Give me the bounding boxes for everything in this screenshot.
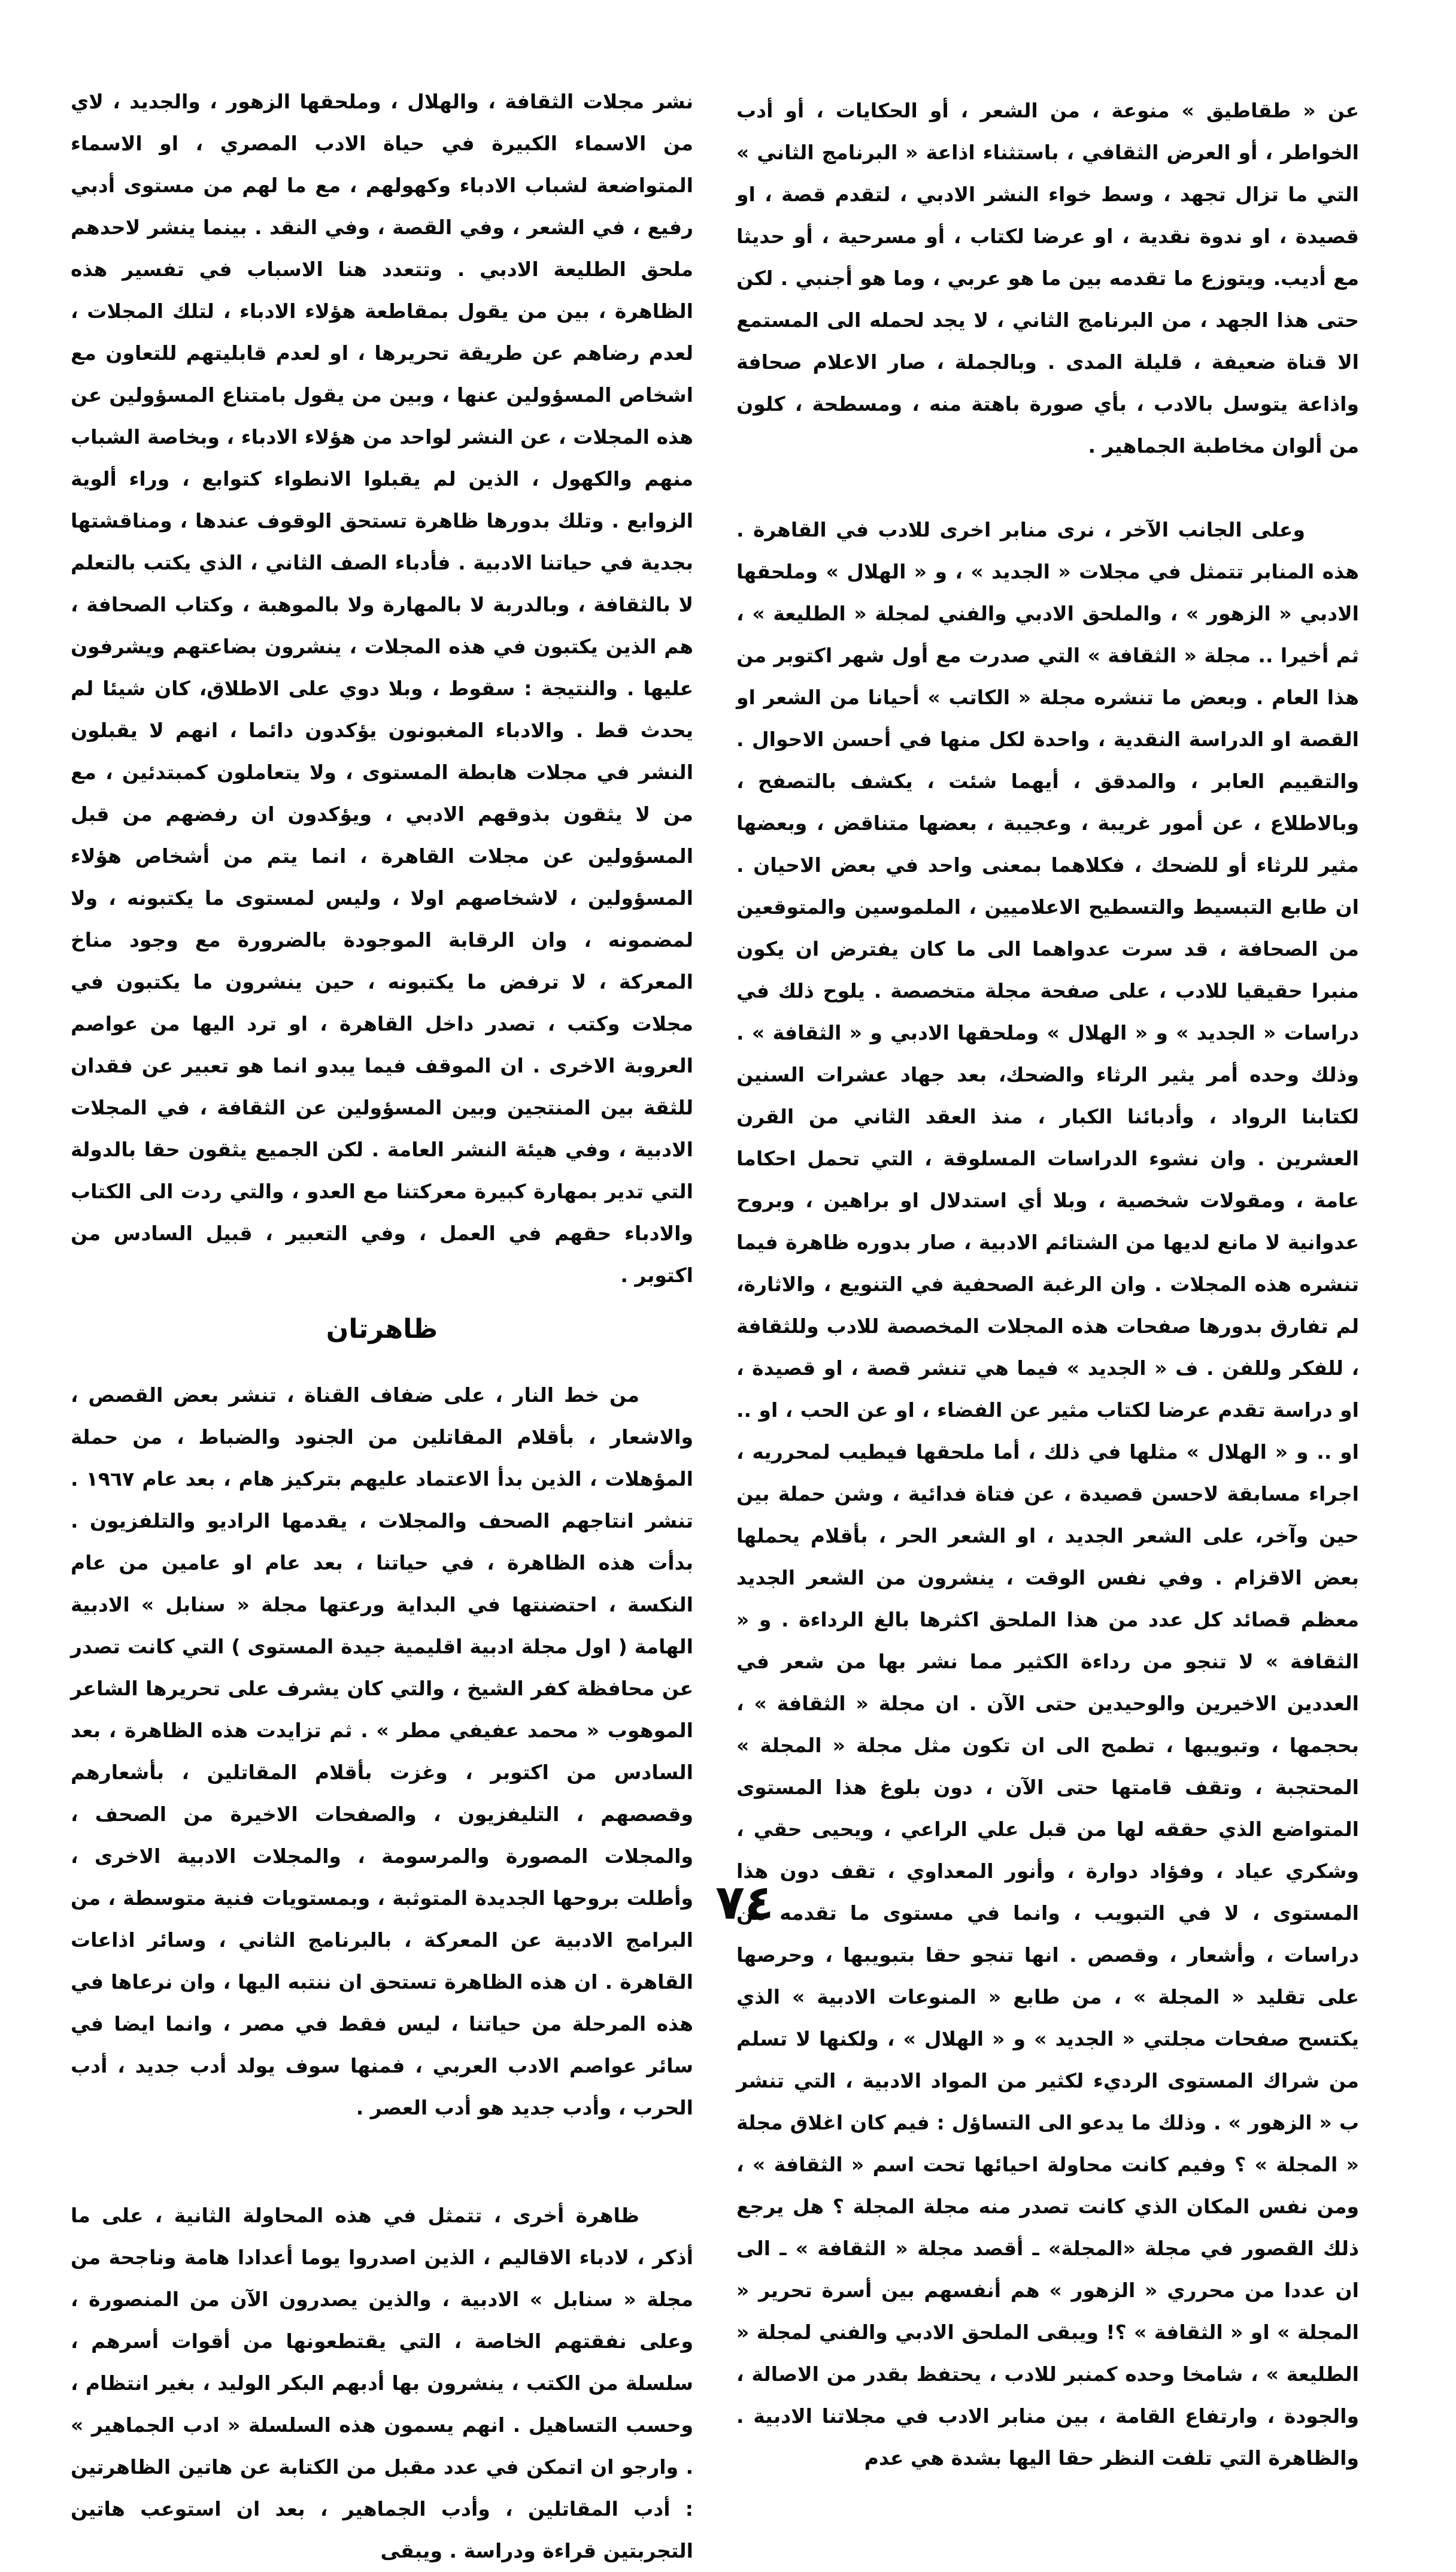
- left-column: [71, 81, 693, 2572]
- paragraph-spacer: [736, 467, 1359, 509]
- page-number: ٧٤: [715, 1874, 774, 1930]
- paragraph: ظاهرة أخرى ، تتمثل في هذه المحاولة الثانية ، على ما أذكر ، لادباء الاقاليم ، الذين اصدروا يوما أعدادا هامة وناجحة من مجلة « سنابل » الادبية ، والذين يصدرون الآن من المنصورة ، وعلى نفقتهم الخاصة ، التي يقتطعونها من أقوات أسرهم ، سلسلة من الكتب ، ينشرون بها أدبهم البكر الوليد ، بغير انتظام ، وحسب التساهيل . انهم يسمون هذه السلسلة « ادب الجماهير » . وارجو ان اتمكن في عدد مقبل من الكتابة عن هاتين الظاهرتين : أدب المقاتلين ، وأدب الجماهير ، بعد ان استوعب هاتين التجربتين قراءة ودراسة . ويبقى: [71, 2204, 693, 2562]
- paragraph: نشر مجلات الثقافة ، والهلال ، وملحقها الزهور ، والجديد ، لاي من الاسماء الكبيرة في حياة الادب المصري ، او الاسماء المتواضعة لشباب الادباء وكهولهم ، مع ما لهم من مستوى أدبي رفيع ، في الشعر ، وفي القصة ، وفي النقد . بينما ينشر لاحدهم ملحق الطليعة الادبي . وتتعدد هنا الاسباب في تفسير هذه الظاهرة ، بين من يقول بمقاطعة هؤلاء الادباء ، لتلك المجلات ، لعدم رضاهم عن طريقة تحريرها ، او لعدم قابليتهم للتعاون مع اشخاص المسؤولين عنها ، وبين من يقول بامتناع المسؤولين عن هذه المجلات ، عن النشر لواحد من هؤلاء الادباء ، وبخاصة الشباب منهم والكهول ، الذين لم يقبلوا الانطواء كتوابع ، وراء ألوية الزوابع . وتلك بدورها ظاهرة تستحق الوقوف عندها ، ومناقشتها بجدية في حياتنا الادبية . فأدباء الصف الثاني ، الذي يكتب بالتعلم لا بالثقافة ، وبالدربة لا بالمهارة ولا بالموهبة ، وكتاب الصحافة ، هم الذين يكتبون في هذه المجلات ، ينشرون بضاعتهم ويشرفون عليها . والنتيجة : سقوط ، وبلا دوي على الاطلاق، كان شيئا لم يحدث قط . والادباء المغبونون يؤكدون دائما ، انهم لا يقبلون النشر في مجلات هابطة المستوى ، ولا يتعاملون كمبتدئين ، مع من لا يثقون بذوقهم الادبي ، ويؤكدون ان رفضهم من قبل المسؤولين عن مجلات القاهرة ، انما يتم من أشخاص هؤلاء المسؤولين ، لاشخاصهم اولا ، وليس لمستوى ما يكتبونه ، ولا لمضمونه ، وان الرقابة الموجودة بالضرورة مع وجود مناخ المعركة ، لا ترفض ما يكتبونه ، حين ينشرون ما يكتبون في مجلات وكتب ، تصدر داخل القاهرة ، او ترد اليها من عواصم العروبة الاخرى . ان الموقف فيما يبدو انما هو تعبير عن فقدان للثقة بين المنتجين وبين المسؤولين عن الثقافة ، في المجلات الادبية ، وفي هيئة النشر العامة . لكن الجميع يثقون حقا بالدولة التي تدير بمهارة كبيرة معركتنا مع العدو ، والتي ردت الى الكتاب والادباء حقهم في العمل ، وفي التعبير ، قبيل السادس من اكتوبر .: [71, 90, 693, 1287]
- paragraph: وعلى الجانب الآخر ، نرى منابر اخرى للادب في القاهرة . هذه المنابر تتمثل في مجلات « الجديد » ، و « الهلال » وملحقها الادبي « الزهور » ، والملحق الادبي والفني لمجلة « الطليعة » ، ثم أخيرا .. مجلة « الثقافة » التي صدرت مع أول شهر اكتوبر من هذا العام . وبعض ما تنشره مجلة « الكاتب » أحيانا من الشعر او القصة او الدراسة النقدية ، واحدة لكل منها في أحسن الاحوال . والتقييم العابر ، والمدقق ، أيهما شئت ، يكشف بالتصفح ، وبالاطلاع ، عن أمور غريبة ، وعجيبة ، بعضها متناقض ، وبعضها مثير للرثاء أو للضحك ، فكلاهما بمعنى واحد في بعض الاحيان . ان طابع التبسيط والتسطيح الاعلاميين ، الملموسين والمتوقعين من الصحافة ، قد سرت عدواهما الى ما كان يفترض ان يكون منبرا حقيقيا للادب ، على صفحة مجلة متخصصة . يلوح ذلك في دراسات « الجديد » و « الهلال » وملحقها الادبي و « الثقافة » . وذلك وحده أمر يثير الرثاء والضحك، بعد جهاد عشرات السنين لكتابنا الرواد ، وأدبائنا الكبار ، منذ العقد الثاني من القرن العشرين . وان نشوء الدراسات المسلوقة ، التي تحمل احكاما عامة ، ومقولات شخصية ، وبلا أي استدلال او براهين ، وبروح عدوانية لا مانع لديها من الشتائم الادبية ، صار بدوره ظاهرة فيما تنشره هذه المجلات . وان الرغبة الصحفية في التنويع ، والاثارة، لم تفارق بدورها صفحات هذه المجلات المخصصة للادب وللثقافة ، للفكر وللفن . ف « الجديد » فيما هي تنشر قصة ، او قصيدة ، او دراسة تقدم عرضا لكتاب مثير عن الفضاء ، او عن الحب ، او .. او .. و « الهلال » مثلها في ذلك ، أما ملحقها فيطيب لمحرريه ، اجراء مسابقة لاحسن قصيدة ، عن فتاة فدائية ، وشن حملة بين حين وآخر، على الشعر الجديد ، او الشعر الحر ، بأقلام يحملها بعض الاقزام . وفي نفس الوقت ، ينشرون من الشعر الجديد معظم قصائد كل عدد من هذا الملحق اكثرها بالغ الرداءة . و « الثقافة » لا تنجو من رداءة الكثير مما نشر بها من شعر في العددين الاخيرين والوحيدين حتى الآن . ان مجلة « الثقافة » ، بحجمها ، وتبويبها ، تطمح الى ان تكون مثل مجلة « المجلة » المحتجبة ، وتقف قامتها حتى الآن ، دون بلوغ هذا المستوى المتواضع الذي حققه لها من قبل علي الراعي ، ويحيى حقي ، وشكري عياد ، وفؤاد دوارة ، وأنور المعداوي ، تقف دون هذا المستوى ، لا في التبويب ، وانما في مستوى ما تقدمه من دراسات ، وأشعار ، وقصص . انها تنجو حقا بتبويبها ، وحرصها على تقليد « المجلة » ، من طابع « المنوعات الادبية » الذي يكتسح صفحات مجلتي « الجديد » و « الهلال » ، ولكنها لا تسلم من شراك المستوى الرديء لكثير من المواد الادبية ، التي تنشر ب « الزهور » . وذلك ما يدعو الى التساؤل : فيم كان اغلاق مجلة « المجلة » ؟ وفيم كانت محاولة احيائها تحت اسم « الثقافة » ، ومن نفس المكان الذي كانت تصدر منه مجلة المجلة ؟ هل يرجع ذلك القصور في مجلة «المجلة» ـ أقصد مجلة « الثقافة » ـ الى ان عددا من محرري « الزهور » هم أنفسهم بين أسرة تحرير « المجلة » او « الثقافة » ؟! ويبقى الملحق الادبي والفني لمجلة « الطليعة » ، شامخا وحده كمنبر للادب ، يحتفظ بقدر من الاصالة ، والجودة ، وارتفاع القامة ، بين منابر الادب في مجلاتنا الادبية . والظاهرة التي تلفت النظر حقا اليها بشدة هي عدم: [736, 518, 1359, 2470]
- paragraph-spacer: [71, 2129, 693, 2195]
- paragraph: من خط النار ، على ضفاف القناة ، تنشر بعض القصص ، والاشعار ، بأقلام المقاتلين من الجنود والضباط ، من حملة المؤهلات ، الذين بدأ الاعتماد عليهم بتركيز هام ، بعد عام ١٩٦٧ . تنشر انتاجهم الصحف والمجلات ، يقدمها الراديو والتلفزيون . بدأت هذه الظاهرة ، في حياتنا ، بعد عام او عامين من عام النكسة ، احتضنتها في البداية ورعتها مجلة « سنابل » الادبية الهامة ( اول مجلة ادبية اقليمية جيدة المستوى ) التي كانت تصدر عن محافظة كفر الشيخ ، والتي كان يشرف على تحريرها الشاعر الموهوب « محمد عفيفي مطر » . ثم تزايدت هذه الظاهرة ، بعد السادس من اكتوبر ، وغزت بأقلام المقاتلين ، بأشعارهم وقصصهم ، التليفزيون ، والصفحات الاخيرة من الصحف ، والمجلات المصورة والمرسومة ، والمجلات الادبية الاخرى ، وأطلت بروحها الجديدة المتوثبة ، وبمستويات فنية متوسطة ، من البرامج الادبية عن المعركة ، بالبرنامج الثاني ، وسائر اذاعات القاهرة . ان هذه الظاهرة تستحق ان ننتبه اليها ، وان نرعاها في هذه المرحلة من حياتنا ، ليس فقط في مصر ، وانما ايضا في سائر عواصم الادب العربي ، فمنها سوف يولد أدب جديد ، أدب الحرب ، وأدب جديد هو أدب العصر .: [71, 1383, 693, 2119]
- right-column: [736, 90, 1359, 2479]
- section-heading: ظاهرتان: [326, 1314, 438, 1344]
- paragraph: عن « طقاطيق » منوعة ، من الشعر ، أو الحكايات ، أو أدب الخواطر ، أو العرض الثقافي ، باستثناء اذاعة « البرنامج الثاني » التي ما تزال تجهد ، وسط خواء النشر الادبي ، لتقدم قصة ، او قصيدة ، او ندوة نقدية ، او عرضا لكتاب ، أو مسرحية ، أو حديثا مع أديب. ويتوزع ما تقدمه بين ما هو عربي ، وما هو أجنبي . لكن حتى هذا الجهد ، من البرنامج الثاني ، لا يجد لحمله الى المستمع الا قناة ضعيفة ، قليلة المدى . وبالجملة ، صار الاعلام صحافة واذاعة يتوسل بالادب ، بأي صورة باهتة منه ، ومسطحة ، كلون من ألوان مخاطبة الجماهير .: [736, 99, 1359, 458]
